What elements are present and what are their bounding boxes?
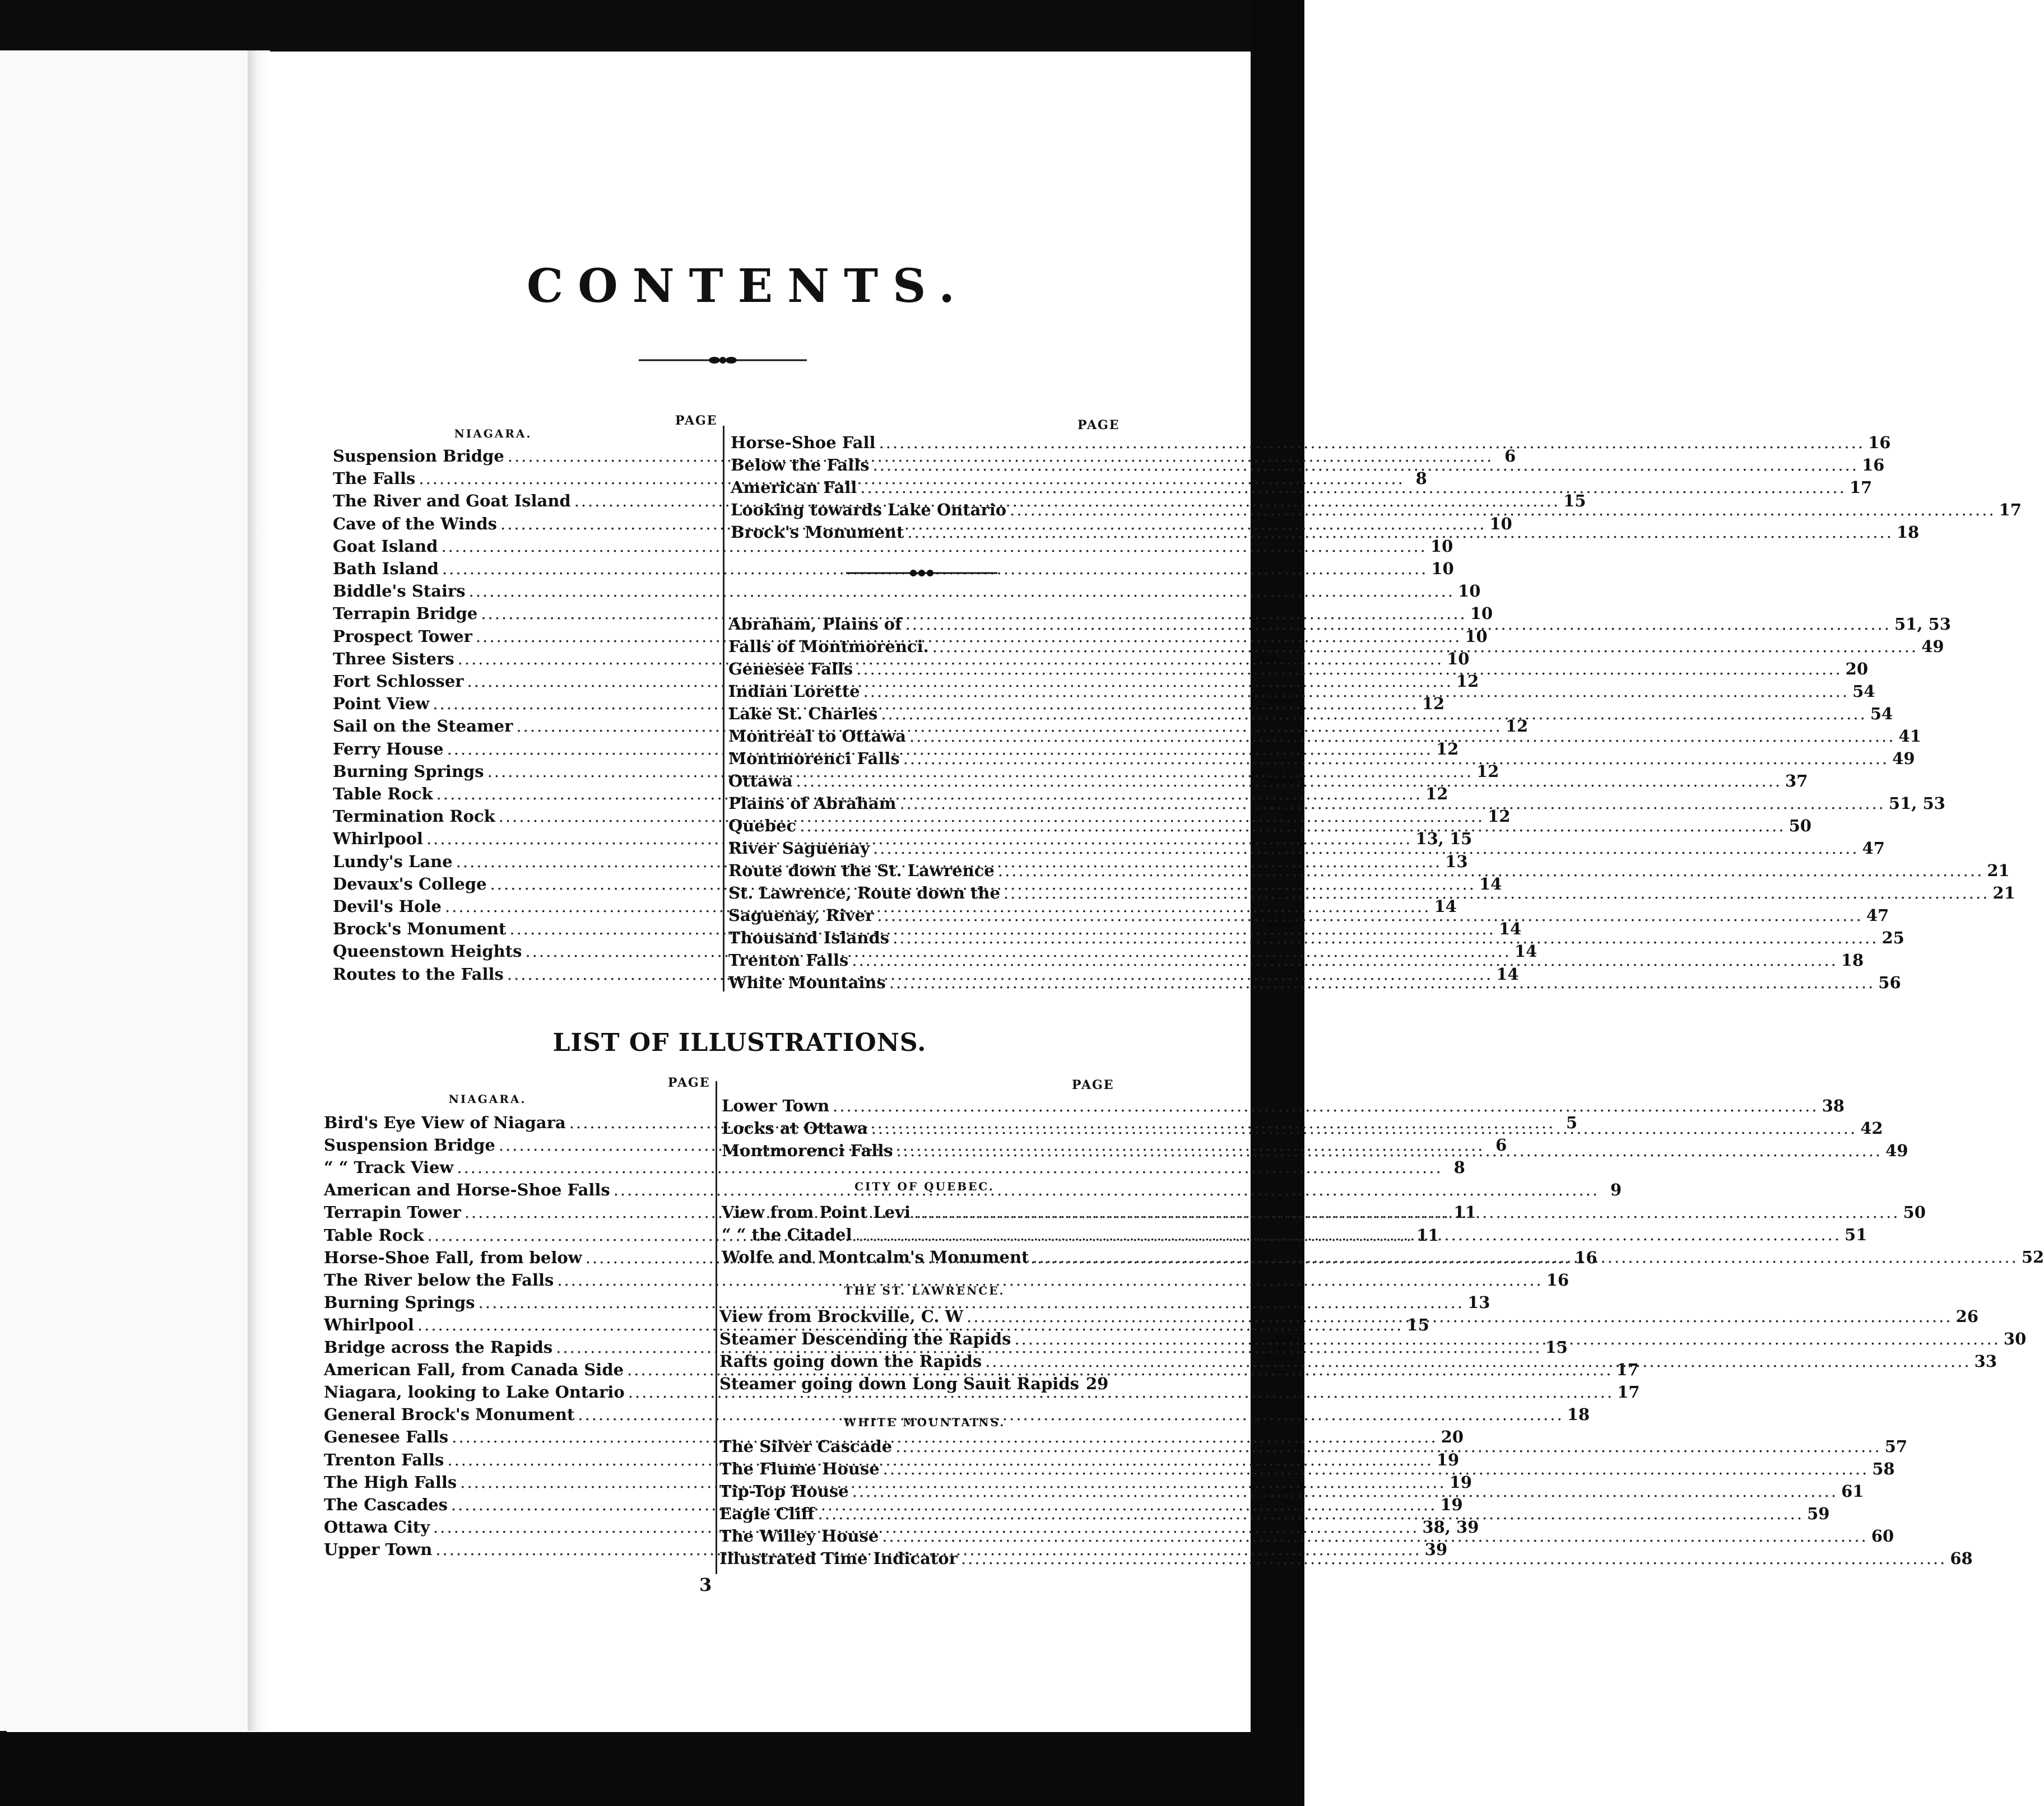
- entry-page-number: 51, 53: [1894, 615, 1951, 634]
- entry-title: The High Falls: [324, 1472, 457, 1492]
- entry-page-number: 15: [1545, 1338, 1568, 1357]
- entry-title: Prospect Tower: [333, 626, 472, 646]
- entry-title: Eagle Cliff: [719, 1504, 815, 1523]
- entry-title: Quebec: [728, 816, 797, 835]
- entry-page-number: 11: [1453, 1203, 1476, 1222]
- entry-title: Three Sisters: [333, 649, 454, 668]
- entry-page-number: 47: [1866, 906, 1889, 925]
- entry-title: Below the Falls: [731, 455, 870, 474]
- entry-title: Lower Town: [722, 1096, 830, 1115]
- section-heading: NIAGARA.: [448, 1092, 527, 1106]
- entry-page-number: 12: [1505, 716, 1529, 736]
- entry-title: Brock's Monument: [333, 919, 507, 939]
- facing-page: [0, 50, 248, 1731]
- entry-page-number: 49: [1921, 637, 1944, 656]
- leader-dots: [896, 1139, 1882, 1162]
- entry-page-number: 17: [1849, 478, 1873, 497]
- leader-dots: [1032, 1246, 2018, 1268]
- entry-page-number: 50: [1789, 816, 1811, 835]
- leader-dots: [967, 1305, 1952, 1328]
- entry-page-number: 19: [1449, 1472, 1472, 1492]
- entry-title: American Fall, from Canada Side: [324, 1360, 624, 1380]
- entry-page-number: 21: [1987, 861, 2010, 880]
- leader-dots: [899, 792, 1885, 814]
- leader-dots: [800, 814, 1785, 837]
- entry-title: River Saguenay: [728, 839, 870, 858]
- leader-dots: [833, 1095, 1818, 1117]
- leader-dots: [871, 1117, 1857, 1139]
- entry-title: Whirlpool: [324, 1315, 414, 1334]
- entry-page-number: 15: [1406, 1315, 1429, 1334]
- leader-dots: [873, 837, 1859, 859]
- section-heading: CITY OF QUEBEC.: [854, 1180, 995, 1193]
- leader-dots: [914, 1201, 1899, 1223]
- entry-page-number: 16: [1868, 433, 1891, 452]
- entry-page-number: 51: [1845, 1225, 1868, 1244]
- page-number: 3: [699, 1574, 712, 1595]
- leader-dots: [852, 1480, 1838, 1502]
- leader-dots: [889, 971, 1875, 994]
- entry-title: Brock's Monument: [731, 523, 904, 542]
- entry-page-number: 39: [1424, 1539, 1448, 1559]
- entry-page-number: 47: [1862, 839, 1885, 858]
- leader-dots: [1010, 499, 1995, 521]
- entry-title: Falls of Montmorenci.: [728, 637, 929, 656]
- entry-page-number: 52: [2021, 1248, 2044, 1267]
- entry-title: Devil's Hole: [333, 897, 442, 916]
- entry-title: Montreal to Ottawa: [728, 727, 906, 746]
- entry-title: Genesee Falls: [324, 1427, 449, 1447]
- entry-title: Rafts going down the Rapids: [719, 1352, 982, 1371]
- entry-page-number: 10: [1489, 514, 1512, 533]
- scan-border-top: [0, 0, 1304, 52]
- leader-dots: [998, 859, 1983, 882]
- entry-page-number: 20: [1441, 1427, 1464, 1447]
- leader-dots: [909, 725, 1895, 747]
- entry-title: White Mountains: [728, 973, 886, 992]
- entry-page-number: 25: [1882, 928, 1904, 947]
- entry-title: Locks at Ottawa: [722, 1119, 868, 1138]
- entry-title: Queenstown Heights: [333, 942, 522, 961]
- entry-title: Horse-Shoe Fall, from below: [324, 1248, 582, 1267]
- entry-page-number: 19: [1436, 1450, 1460, 1469]
- entry-title: Suspension Bridge: [333, 446, 504, 466]
- entry-page-number: 30: [2003, 1329, 2027, 1348]
- entry-title: View from Point Levi: [722, 1203, 911, 1222]
- leader-dots: [883, 1458, 1869, 1480]
- entry-title: The Falls: [333, 469, 416, 488]
- leader-dots: [961, 1547, 1947, 1570]
- entry-title: American and Horse-Shoe Falls: [324, 1180, 610, 1200]
- column-divider: [723, 426, 724, 992]
- entry-page-number: 21: [1992, 883, 2015, 902]
- entry-page-number: 37: [1785, 771, 1808, 790]
- entry-page-number: 60: [1871, 1526, 1894, 1546]
- toc-entry: [719, 1372, 1109, 1395]
- entry-page-number: 56: [1878, 973, 1901, 992]
- entry-page-number: 16: [1574, 1248, 1597, 1267]
- entry-title: Suspension Bridge: [324, 1135, 495, 1155]
- leader-dots: [852, 949, 1837, 971]
- scan-border-bottom: [0, 1732, 1304, 1806]
- entry-page-number: 29: [1085, 1374, 1109, 1393]
- entry-page-number: 12: [1476, 761, 1499, 781]
- entry-page-number: 8: [1453, 1158, 1465, 1177]
- entry-page-number: 41: [1898, 727, 1921, 746]
- entry-page-number: 14: [1514, 942, 1537, 961]
- entry-title: General Brock's Monument: [324, 1405, 575, 1425]
- entry-title: Whirlpool: [333, 829, 423, 849]
- entry-title: The River below the Falls: [324, 1270, 554, 1290]
- entry-page-number: 5: [1566, 1113, 1578, 1132]
- entry-page-number: 59: [1807, 1504, 1830, 1523]
- toc-entry: [731, 476, 1873, 499]
- entry-page-number: 38: [1822, 1096, 1845, 1115]
- entry-title: Ottawa City: [324, 1517, 430, 1537]
- toc-entry: [731, 454, 1885, 476]
- entry-title: Goat Island: [333, 536, 438, 556]
- toc-entry: [333, 580, 1481, 602]
- entry-title: Plains of Abraham: [728, 794, 896, 813]
- entry-title: Upper Town: [324, 1539, 433, 1559]
- entry-page-number: 14: [1479, 874, 1502, 893]
- entry-page-number: 12: [1425, 784, 1448, 803]
- ornament-rule: [639, 352, 807, 369]
- entry-title: Abraham, Plains of: [728, 615, 902, 634]
- entry-page-number: 8: [1415, 469, 1427, 488]
- entry-page-number: 17: [1999, 500, 2022, 519]
- entry-title: Trenton Falls: [728, 951, 849, 970]
- entry-title: Ferry House: [333, 739, 444, 758]
- section-heading: THE ST. LAWRENCE.: [844, 1284, 1005, 1297]
- entry-page-number: 18: [1896, 523, 1920, 542]
- entry-page-number: 49: [1892, 749, 1915, 768]
- entry-title: Table Rock: [324, 1225, 424, 1245]
- leader-dots: [469, 580, 1455, 602]
- entry-page-number: 12: [1421, 694, 1445, 714]
- entry-page-number: 57: [1884, 1437, 1908, 1456]
- entry-title: St. Lawrence, Route down the: [728, 883, 1000, 902]
- entry-page-number: 54: [1852, 682, 1875, 701]
- leader-dots: [907, 521, 1893, 543]
- leader-dots: [879, 431, 1865, 454]
- entry-page-number: 14: [1498, 919, 1522, 939]
- entry-page-number: 50: [1903, 1203, 1926, 1222]
- entry-page-number: 18: [1841, 951, 1864, 970]
- entry-title: Indian Lorette: [728, 682, 860, 701]
- entry-title: The Willey House: [719, 1526, 879, 1546]
- entry-page-number: 33: [1974, 1352, 1997, 1371]
- leader-dots: [903, 747, 1889, 770]
- entry-page-number: 15: [1563, 491, 1586, 511]
- toc-entry: [722, 1095, 1845, 1117]
- leader-dots: [882, 1525, 1868, 1547]
- entry-page-number: 16: [1862, 455, 1885, 474]
- entry-page-number: 11: [1416, 1225, 1439, 1245]
- entry-page-number: 12: [1456, 672, 1479, 691]
- entry-title: Saguenay, River: [728, 906, 874, 925]
- illustrations-title: LIST OF ILLUSTRATIONS.: [552, 1028, 927, 1057]
- entry-page-number: 10: [1465, 626, 1488, 646]
- entry-title: Montmorenci Falls: [722, 1141, 893, 1160]
- entry-page-number: 42: [1860, 1119, 1883, 1138]
- book-gutter: [248, 50, 270, 1731]
- entry-title: Looking towards Lake Ontario: [731, 500, 1007, 519]
- leader-dots: [1014, 1328, 2000, 1350]
- ornament-rule: [846, 566, 997, 580]
- toc-entry: [324, 1291, 1490, 1314]
- entry-page-number: 19: [1440, 1495, 1463, 1514]
- leader-dots: [905, 613, 1891, 635]
- leader-dots: [893, 927, 1878, 949]
- toc-entry: [333, 557, 1454, 580]
- entry-title: Steamer going down Long Sauit Rapids: [719, 1374, 1079, 1393]
- entry-page-number: 14: [1434, 897, 1457, 916]
- entry-title: Sail on the Steamer: [333, 716, 513, 736]
- entry-page-number: 10: [1458, 581, 1481, 601]
- entry-title: Fort Schlosser: [333, 672, 464, 691]
- entry-page-number: 10: [1430, 536, 1453, 556]
- leader-dots: [557, 1269, 1543, 1291]
- entry-title: Montmorenci Falls: [728, 749, 900, 768]
- entry-title: Bath Island: [333, 559, 439, 578]
- entry-title: Bird's Eye View of Niagara: [324, 1113, 566, 1132]
- page-column-label: PAGE: [1077, 418, 1120, 432]
- entry-page-number: 13: [1467, 1292, 1490, 1312]
- entry-title: “ “ Track View: [324, 1158, 454, 1177]
- page-column-label: PAGE: [668, 1076, 710, 1090]
- entry-page-number: 10: [1431, 559, 1454, 578]
- entry-page-number: 16: [1546, 1270, 1569, 1290]
- entry-title: “ “ the Citadel: [722, 1225, 852, 1244]
- leader-dots: [856, 658, 1842, 680]
- entry-page-number: 10: [1470, 604, 1493, 623]
- leader-dots: [895, 1435, 1881, 1458]
- entry-page-number: 26: [1955, 1307, 1978, 1326]
- entry-page-number: 68: [1950, 1549, 1973, 1568]
- entry-page-number: 9: [1610, 1180, 1622, 1200]
- entry-title: Route down the St. Lawrence: [728, 861, 995, 880]
- entry-title: Trenton Falls: [324, 1450, 444, 1469]
- entry-title: The Flume House: [719, 1459, 880, 1478]
- entry-page-number: 10: [1447, 649, 1470, 668]
- entry-title: The Silver Cascade: [719, 1437, 893, 1456]
- entry-page-number: 58: [1872, 1459, 1895, 1478]
- leader-dots: [614, 1179, 1599, 1201]
- entry-title: Point View: [333, 694, 430, 714]
- entry-title: Wolfe and Montcalm's Monument: [722, 1248, 1029, 1267]
- entry-page-number: 14: [1496, 964, 1519, 984]
- leader-dots: [881, 702, 1866, 725]
- entry-title: Tip-Top House: [719, 1482, 849, 1501]
- leader-dots: [932, 635, 1918, 658]
- leader-dots: [985, 1350, 1971, 1372]
- contents-title: CONTENTS.: [527, 259, 969, 313]
- entry-title: Steamer Descending the Rapids: [719, 1329, 1011, 1348]
- entry-title: Lake St. Charles: [728, 704, 878, 723]
- entry-title: The River and Goat Island: [333, 491, 571, 511]
- leader-dots: [863, 680, 1849, 702]
- entry-page-number: 6: [1504, 446, 1516, 466]
- entry-title: Cave of the Winds: [333, 514, 497, 533]
- leader-dots: [818, 1502, 1804, 1525]
- entry-title: Termination Rock: [333, 807, 495, 826]
- entry-title: Illustrated Time Indicator: [719, 1549, 958, 1568]
- leader-dots: [860, 476, 1846, 499]
- entry-title: Table Rock: [333, 784, 433, 803]
- entry-page-number: 18: [1567, 1405, 1590, 1425]
- page-column-label: PAGE: [1072, 1078, 1114, 1092]
- leader-dots: [1004, 882, 1989, 904]
- entry-title: View from Brockville, C. W: [719, 1307, 964, 1326]
- entry-title: Biddle's Stairs: [333, 581, 466, 601]
- toc-entry: [722, 1117, 1883, 1139]
- toc-entry: [722, 1139, 1908, 1162]
- entry-page-number: 12: [1436, 739, 1459, 758]
- entry-title: Genesee Falls: [728, 659, 853, 678]
- entry-title: Lundy's Lane: [333, 851, 453, 871]
- entry-title: The Cascades: [324, 1495, 448, 1514]
- column-divider: [716, 1081, 717, 1574]
- entry-title: Ottawa: [728, 771, 793, 790]
- entry-title: American Fall: [731, 478, 857, 497]
- entry-title: Devaux's College: [333, 874, 487, 893]
- entry-page-number: 17: [1617, 1383, 1640, 1402]
- entry-page-number: 61: [1841, 1482, 1864, 1501]
- toc-entry: [333, 535, 1453, 557]
- entry-title: Horse-Shoe Fall: [731, 433, 876, 452]
- entry-title: Niagara, looking to Lake Ontario: [324, 1383, 625, 1402]
- leader-dots: [856, 1223, 1841, 1246]
- section-heading: WHITE MOUNTAINS.: [843, 1416, 1006, 1429]
- entry-page-number: 20: [1845, 659, 1869, 678]
- entry-title: Burning Springs: [333, 761, 484, 781]
- entry-title: Routes to the Falls: [333, 964, 504, 984]
- leader-dots: [578, 1403, 1563, 1426]
- entry-title: Terrapin Tower: [324, 1203, 461, 1222]
- entry-page-number: 17: [1616, 1360, 1639, 1380]
- entry-page-number: 12: [1488, 807, 1511, 826]
- entry-title: Burning Springs: [324, 1292, 475, 1312]
- entry-page-number: 6: [1495, 1135, 1507, 1155]
- entry-page-number: 38, 39: [1422, 1517, 1479, 1537]
- entry-title: Thousand Islands: [728, 928, 890, 947]
- entry-page-number: 13, 15: [1415, 829, 1472, 849]
- entry-page-number: 51, 53: [1888, 794, 1945, 813]
- entry-page-number: 49: [1885, 1141, 1908, 1160]
- leader-dots: [873, 454, 1859, 476]
- page-column-label: PAGE: [675, 413, 718, 428]
- entry-page-number: 13: [1445, 851, 1468, 871]
- leader-dots: [796, 770, 1782, 792]
- section-heading: NIAGARA.: [454, 427, 532, 440]
- entry-page-number: 54: [1870, 704, 1893, 723]
- toc-entry: [731, 431, 1891, 454]
- toc-entry: [324, 1156, 1465, 1179]
- leader-dots: [877, 904, 1862, 927]
- entry-title: Bridge across the Rapids: [324, 1338, 553, 1357]
- entry-title: Terrapin Bridge: [333, 604, 478, 623]
